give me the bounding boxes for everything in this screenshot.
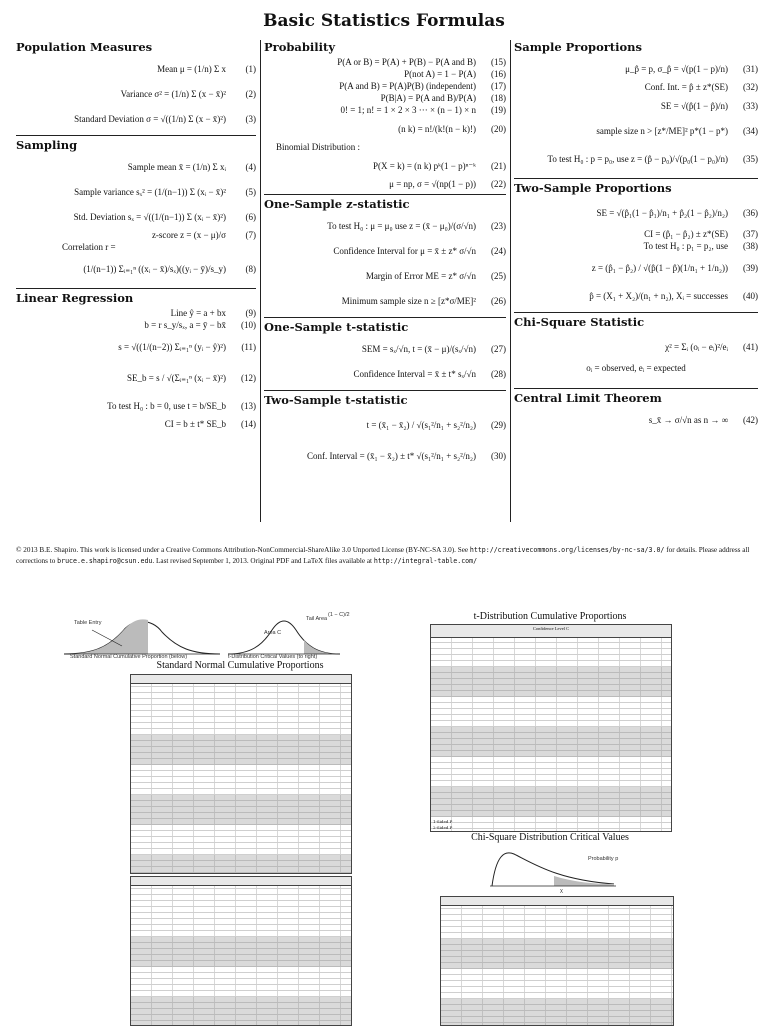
license-footer	[16, 545, 756, 567]
chi-table	[440, 896, 674, 1026]
column-divider	[260, 40, 261, 522]
formula-row: To test H₀ : b = 0, use t = b/SE_b (13)	[107, 400, 256, 411]
formula-row: SE_b = s / √(Σᵢ₌₁ⁿ (xᵢ − x̄)²) (12)	[127, 372, 256, 383]
t-table	[430, 624, 672, 832]
shaded-band	[131, 937, 351, 967]
formula-row: z = (p̂₁ − p̂₂) / √(p̂(1 − p̂)(1/n₁ + 1/n₂)) (39)	[591, 262, 758, 273]
section-heading: Sampling	[16, 135, 256, 152]
table-header	[131, 877, 351, 886]
t-footer-one-sided: 1-Sided P	[433, 819, 453, 824]
formula-row: μ = np, σ = √(np(1 − p)) (22)	[389, 179, 506, 189]
formula-row: CI = b ± t* SE_b (14)	[164, 419, 256, 429]
shaded-band	[131, 855, 351, 873]
formula-row: μ_p̂ = p, σ_p̂ = √(p(1 − p)/n) (31)	[625, 63, 758, 74]
shaded-band	[131, 997, 351, 1025]
formula-row: P(A and B) = P(A)P(B) (independent) (17)	[339, 81, 506, 91]
area-c-label: Area C	[264, 630, 282, 636]
formula-row: sample size n > [z*/ME]² p*(1 − p*) (34)	[596, 125, 758, 136]
section-heading: Two-Sample t-statistic	[264, 390, 506, 407]
shaded-band	[131, 735, 351, 765]
formula-row: Margin of Error ME = z* σ/√n (25)	[365, 270, 506, 281]
footer-text: . Last revised September 1, 2013. Original PDF and LaTeX files available at	[152, 557, 373, 565]
t-table-subheader: Confidence Level C	[532, 626, 570, 631]
normal-table-title: Standard Normal Cumulative Proportions	[156, 660, 324, 671]
section-heading: One-Sample z-statistic	[264, 194, 506, 211]
formula-row: b = r s_y/sₓ, a = ȳ − bx̄ (10)	[144, 320, 256, 330]
tail-fraction-label: (1 − C)/2	[328, 612, 350, 618]
formula-row: s_x̄ → σ/√n as n → ∞ (42)	[648, 414, 758, 425]
chi-tail-area	[554, 876, 614, 886]
normal-caption: Standard Normal Cumulative Proportion (below)	[70, 654, 188, 660]
formula-row: Line ŷ = a + bx (9)	[170, 308, 256, 318]
binomial-label: Binomial Distribution :	[276, 142, 361, 152]
formula-row: To test H₀ : p = p₀, use z = (p̂ − p₀)/√(p₀(1 − p₀)/n) (35)	[547, 153, 758, 164]
normal-table-negative	[130, 674, 352, 874]
formula-row: Variance σ² = (1/n) Σ (x − x̄)² (2)	[120, 88, 256, 99]
formula-row: Mean μ = (1/n) Σ x (1)	[157, 63, 256, 74]
shaded-band	[441, 939, 673, 969]
section-heading: One-Sample t-statistic	[264, 317, 506, 334]
formula-row: P(A or B) = P(A) + P(B) − P(A and B) (15)	[337, 57, 506, 67]
formula-row: (1/(n−1)) Σᵢ₌₁ⁿ ((xᵢ − x̄)/sₓ)((yᵢ − ȳ)/s_y) (8)	[83, 263, 256, 274]
table-entry-label: Table Entry	[74, 620, 102, 626]
formula-row: Std. Deviation sₓ = √((1/(n−1)) Σ (xᵢ − x̄)²) (6)	[73, 211, 256, 222]
tail-area-label: Tail Area	[306, 616, 328, 622]
formula-row: Sample variance sₓ² = (1/(n−1)) Σ (xᵢ − x̄)² (5)	[74, 186, 256, 197]
formula-row: t = (x̄₁ − x̄₂) / √(s₁²/n₁ + s₂²/n₂) (29)	[366, 419, 506, 430]
email-link[interactable]: bruce.e.shapiro@csun.edu	[57, 557, 153, 565]
footer-text: for details. Please address all corrections to	[16, 546, 750, 565]
formula-row: Sample mean x̄ = (1/n) Σ xᵢ (4)	[127, 161, 256, 172]
formula-row: To test H₀ : μ = μ₀ use z = (x̄ − μ₀)/(σ/√n) (23)	[327, 220, 506, 231]
formula-row: Standard Deviation σ = √((1/n) Σ (x − x̄)²) (3)	[74, 113, 256, 124]
section-heading: Chi-Square Statistic	[514, 312, 758, 329]
normal-table-positive	[130, 876, 352, 1026]
table-header	[131, 675, 351, 684]
column-divider	[510, 40, 511, 522]
formula-row: s = √((1/(n−2)) Σᵢ₌₁ⁿ (yᵢ − ŷ)²) (11)	[118, 341, 256, 352]
section-heading: Linear Regression	[16, 288, 256, 305]
formula-row: SE = √(p̂₁(1 − p̂₁)/n₁ + p̂₂(1 − p̂₂)/n₂) (36)	[596, 207, 758, 218]
shaded-band	[431, 667, 671, 697]
formula-row: SEM = sₓ/√n, t = (x̄ − μ)/(sₓ/√n) (27)	[361, 343, 506, 354]
formula-row: SE = √(p̂(1 − p̂)/n) (33)	[660, 100, 758, 111]
shaded-band	[441, 999, 673, 1025]
formula-row: Confidence Interval = x̄ ± t* sₓ/√n (28)	[353, 368, 506, 379]
formula-row: χ² = Σᵢ (oᵢ − eᵢ)²/eᵢ (41)	[665, 341, 758, 352]
section-heading: Probability	[264, 40, 336, 54]
formula-row: (n k) = n!/(k!(n − k)!) (20)	[398, 123, 506, 134]
formula-row: CI = (p̂₁ − p̂₂) ± z*(SE) (37)	[644, 229, 758, 239]
t-caption: t-Distribution Critical Values (to right)	[228, 654, 318, 660]
probability-label: Probability p	[588, 856, 619, 862]
formula-row: To test H₀ : p₁ = p₂, use (38)	[643, 241, 758, 251]
section-heading: Sample Proportions	[514, 40, 642, 54]
t-curve	[228, 621, 340, 654]
t-table-title: t-Distribution Cumulative Proportions	[473, 611, 627, 622]
column-1	[16, 40, 256, 522]
license-link[interactable]: http://creativecommons.org/licenses/by-nc-sa/3.0/	[469, 546, 665, 554]
chi-table-title: Chi-Square Distribution Critical Values	[471, 832, 629, 843]
formula-row: P(not A) = 1 − P(A) (16)	[404, 69, 506, 79]
chi-axis-label: χ	[560, 888, 563, 894]
t-footer-two-sided: 2-Sided P	[433, 825, 453, 830]
formula-row: p̂ = (X₁ + X₂)/(n₁ + n₂), Xᵢ = successes (40)	[589, 290, 758, 301]
page-title: Basic Statistics Formulas	[263, 11, 505, 31]
table-header	[441, 897, 673, 906]
chi-square-figure	[488, 846, 618, 890]
formula-row: Minimum sample size n ≥ [z*σ/ME]² (26)	[341, 295, 506, 306]
section-heading: Central Limit Theorem	[514, 388, 758, 405]
t-tail-area	[304, 640, 340, 654]
formula-row: Conf. Int. = p̂ ± z*(SE) (32)	[644, 82, 758, 92]
column-3	[514, 40, 758, 522]
formula-row: Confidence Interval for μ = x̄ ± z* σ/√n (24)	[333, 245, 506, 256]
formula-row: P(X = k) = (n k) pᵏ(1 − p)ⁿ⁻ᵏ (21)	[373, 160, 506, 171]
correlation-label: Correlation r =	[62, 242, 116, 252]
section-heading: Population Measures	[16, 40, 153, 54]
shaded-band	[131, 795, 351, 825]
formula-row: 0! = 1; n! = 1 × 2 × 3 ··· × (n − 1) × n (19)	[340, 105, 506, 115]
column-2	[264, 40, 506, 522]
formula-row: Conf. Interval = (x̄₁ − x̄₂) ± t* √(s₁²/n₁ + s₂²/n₂) (30)	[306, 450, 506, 461]
formula-row: P(B|A) = P(A and B)/P(A) (18)	[380, 93, 506, 103]
formula-row: z-score z = (x − μ)/σ (7)	[151, 230, 256, 240]
footer-text: © 2013 B.E. Shapiro. This work is licensed under a Creative Commons Attribution-NonCommercial-ShareAlike 3.0 Unported License (BY-NC-SA 3.0). See	[16, 546, 469, 554]
shaded-band	[431, 787, 671, 817]
shaded-band	[431, 727, 671, 757]
section-heading: Two-Sample Proportions	[514, 178, 758, 195]
chi-square-note: oᵢ = observed, eᵢ = expected	[586, 363, 686, 373]
website-link[interactable]: http://integral-table.com/	[373, 557, 478, 565]
